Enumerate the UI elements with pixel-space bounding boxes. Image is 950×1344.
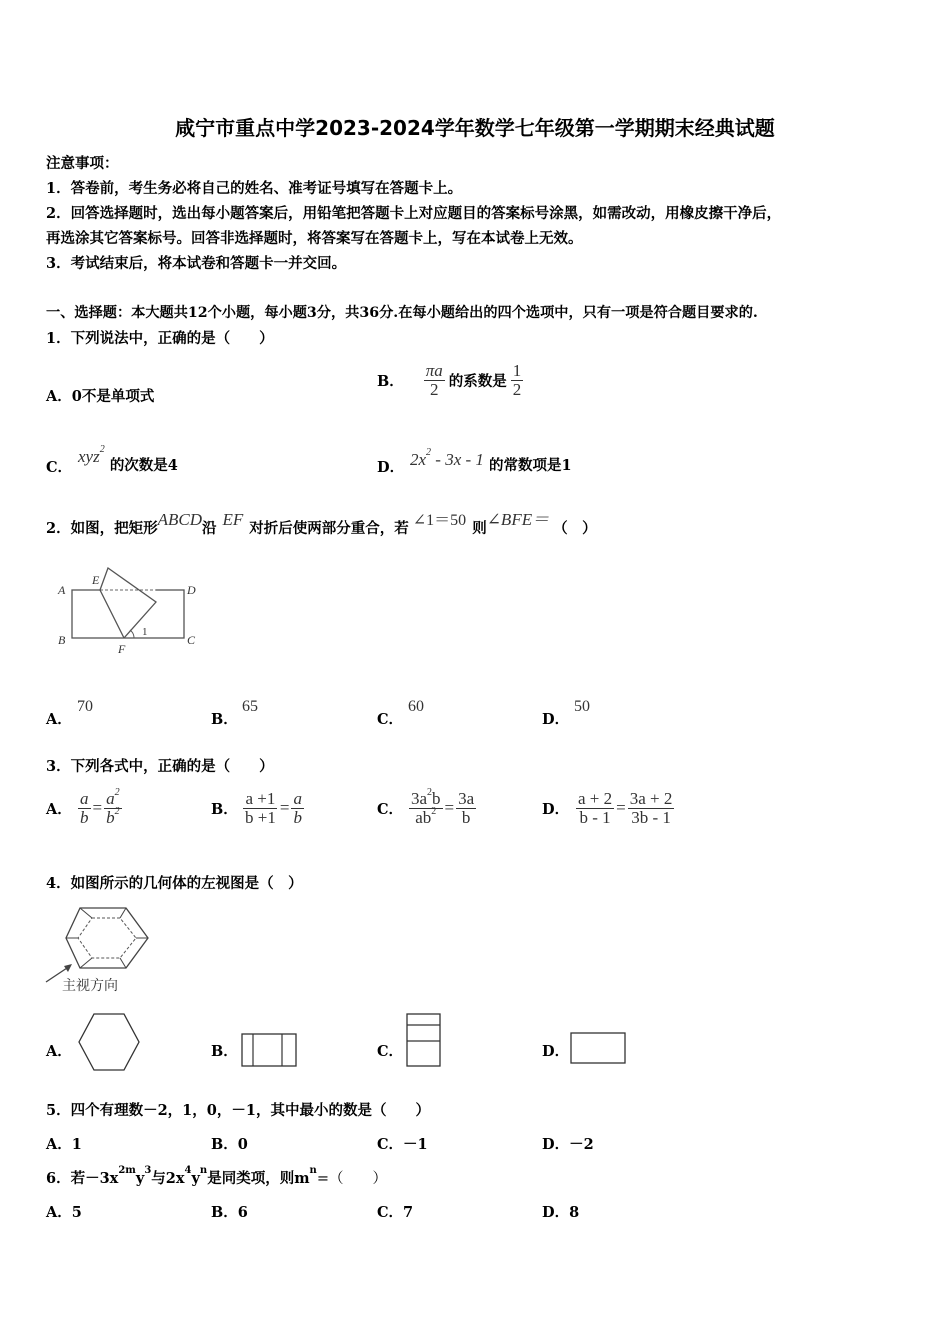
q2-option-b: 65 [242,698,258,715]
q4-option-c-label: C． [377,1043,404,1060]
notice-heading: 注意事项： [46,155,119,172]
q4-option-c-rectangles [406,1013,442,1069]
q2-rectangle-figure [50,560,210,660]
q1-c-sup: 2 [99,444,105,455]
q3-b-label: B． [211,800,238,818]
q3-a-frac-1 [78,790,91,827]
q2-option-c: 60 [408,698,424,715]
q1-b-label: B． [377,372,404,390]
q1-b-denominator-2: 2 [512,379,522,399]
page-title: 咸宁市重点中学2023-2024学年数学七年级第一学期期末经典试题 [175,116,775,140]
q3-c-label: C． [377,800,404,818]
q1-c-expr: xyz [78,447,100,466]
q2-option-a-label: A． [46,711,72,728]
notice-item-1: 1．答卷前，考生务必将自己的姓名、准考证号填写在答题卡上。 [46,180,463,197]
q1-b-text: 的系数是 [448,372,507,390]
q2-stem [46,505,597,537]
q3-b-den-1: b +1 [245,807,276,827]
q2-stem-c: 对折后使两部分重合，若 [249,520,409,537]
q1-option-c-label: C． [46,459,73,476]
q3-d-num-1: a + 2 [578,789,613,808]
q3-a-den-sup: 2 [114,805,120,817]
q6-stem-d: y [191,1170,200,1187]
q3-b-eq: = [279,798,290,818]
q1-b-numerator: πa [425,361,443,380]
q2-angle2: ∠BFE＝ [486,510,550,529]
q3-a-label: A． [46,800,72,818]
q3-c-eq: = [444,798,455,818]
q1-option-c [78,444,178,474]
q6-stem-f: =（ ） [316,1171,387,1187]
q3-d-label: D． [542,800,570,818]
q6-stem [46,1167,387,1188]
q2-option-c-label: C． [377,711,404,728]
q3-c-frac-1 [409,787,443,827]
q2-fig-label-e: E [92,573,100,587]
q5-option-b: B．0 [211,1136,248,1153]
q2-option-b-label: B． [211,711,238,728]
q3-b-frac-1 [243,790,278,827]
q1-b-denominator: 2 [430,379,439,399]
q2-rect: ABCD [157,510,202,529]
q3-c-frac-2 [456,790,476,827]
q3-option-c [377,787,476,827]
q4-caption: 主视方向 [62,978,118,994]
section-heading: 一、选择题：本大题共12个小题，每小题3分，共36分.在每小题给出的四个选项中，只有一项是符合题目要求的. [46,305,758,321]
q3-b-num-1: a +1 [245,789,276,808]
q6-sup-1: 2m [118,1165,136,1176]
q1-d-expr-2: - 3x - 1 [431,450,484,469]
q2-stem-e: （ ） [553,520,597,537]
q3-d-frac-2 [628,790,675,827]
notice-item-3: 3．考试结束后，将本试卷和答题卡一并交回。 [46,255,347,272]
q5-option-c: C．－1 [377,1136,428,1153]
q6-stem-b: y [135,1170,145,1187]
q3-b-frac-2 [291,790,304,827]
q3-d-eq: = [616,798,626,818]
q3-c-den: ab [415,807,432,827]
q6-sup-5: n [309,1165,317,1176]
q3-b-num-2: a [293,789,302,808]
q6-option-d: D．8 [542,1204,580,1221]
notice-item-2: 2．回答选择题时，选出每小题答案后，用铅笔把答题卡上对应题目的答案标号涂黑，如需改动，用橡皮擦干净后， [46,205,782,222]
q1-b-fraction-2 [511,362,524,399]
q1-option-b [377,362,523,399]
q2-option-d: 50 [574,698,590,715]
q2-ef: EF [222,510,244,529]
q3-d-num-2: 3a + 2 [629,789,673,808]
q5-option-d: D．－2 [542,1136,594,1153]
q2-fig-label-f: F [118,642,126,656]
q3-d-frac-1 [576,790,614,827]
q3-a-num-sup: 2 [114,787,120,798]
q3-a-den-2: b [106,807,115,827]
q3-c-num-sup: 2 [427,787,433,798]
q6-stem-a: 6．若－3x [46,1170,119,1187]
q3-c-den-2: b [461,807,471,827]
q2-stem-d: 则 [472,520,487,537]
q3-option-a [46,787,122,827]
q3-d-den-1: b - 1 [579,807,611,827]
q2-fig-label-a: A [58,583,66,597]
q2-fig-label-1: 1 [142,626,148,638]
q3-d-den-2: 3b - 1 [631,807,671,827]
q6-stem-c: 与2x [151,1170,185,1187]
q3-a-num-1: a [80,789,89,808]
q1-d-sup: 2 [426,447,432,458]
q3-a-den-1: b [80,807,89,827]
q3-a-eq: = [92,798,103,818]
q1-option-d [410,447,572,474]
q4-option-d-label: D． [542,1043,570,1060]
q5-option-a: A．1 [46,1136,82,1153]
q1-stem: 1．下列说法中，正确的是（ ） [46,330,274,347]
q3-a-frac-2 [104,787,122,827]
q1-c-text: 的次数是4 [109,457,178,474]
q1-b-fraction [424,362,445,399]
q6-sup-3: 4 [184,1165,192,1176]
q3-c-num-2: 3a [458,789,475,808]
q4-option-a-label: A． [46,1043,72,1060]
q4-option-a-hexagon [76,1012,142,1072]
q2-option-d-label: D． [542,711,570,728]
q3-stem: 3．下列各式中，正确的是（ ） [46,758,274,775]
q6-sup-2: 3 [144,1165,152,1176]
q6-sup-4: n [199,1165,208,1176]
q2-fig-label-c: C [187,633,196,647]
q4-option-b-rectangles [241,1033,299,1069]
q3-c-num-b: b [432,789,441,808]
q6-option-a: A．5 [46,1204,82,1221]
q2-stem-b: 沿 [201,520,217,537]
q6-option-c: C．7 [377,1204,414,1221]
q4-option-d-rectangle [570,1032,628,1066]
q3-option-d [542,790,674,827]
q2-stem-a: 2．如图，把矩形 [46,520,158,537]
q3-c-num-a: 3a [411,789,428,808]
q4-stem: 4．如图所示的几何体的左视图是（ ） [46,875,303,892]
q2-angle: ∠1＝50 [412,512,467,529]
q6-stem-e: 是同类项，则m [207,1170,310,1187]
q2-option-a: 70 [77,698,93,715]
q1-d-text: 的常数项是1 [489,457,572,474]
q2-fig-label-b: B [58,633,66,647]
q3-c-den-sup: 2 [431,805,437,817]
notice-item-2-cont: 再选涂其它答案标号。回答非选择题时，将答案写在答题卡上，写在本试卷上无效。 [46,230,583,247]
q2-fig-label-d: D [187,583,196,597]
q5-stem: 5．四个有理数－2，1，0，－1，其中最小的数是（ ） [46,1102,430,1119]
q3-a-num-2: a [106,789,115,808]
q6-option-b: B．6 [211,1204,248,1221]
q1-option-d-label: D． [377,459,405,476]
q1-d-expr-1: 2x [410,450,427,469]
q3-option-b [211,790,304,827]
q1-b-numerator-2: 1 [512,361,522,380]
q3-b-den-2: b [293,807,302,827]
q4-option-b-label: B． [211,1043,238,1060]
q1-option-a: A．0不是单项式 [46,388,155,405]
